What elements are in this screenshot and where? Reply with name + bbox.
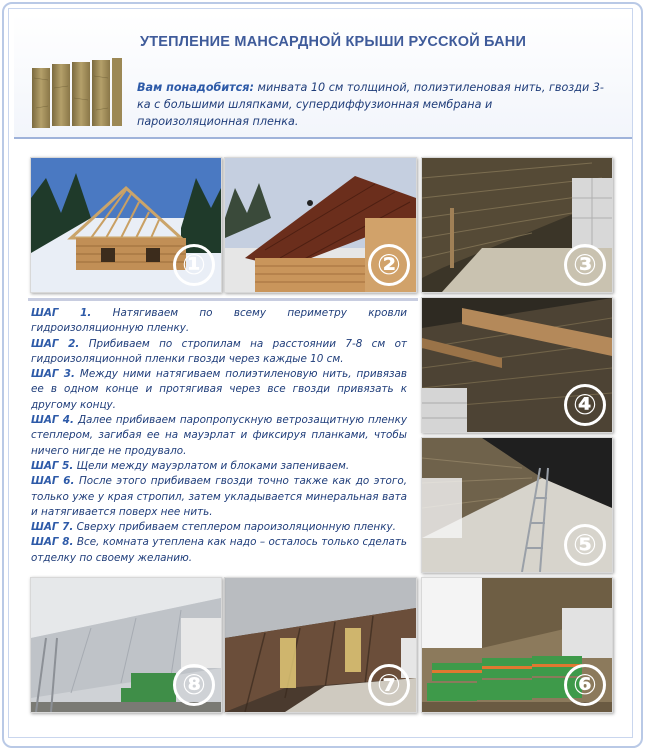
step-3: ШАГ 3. Между ними натягиваем полиэтиленовую нить, привязав ее в одном конце и протягивая через все гвозди привязать к другому концу. [31, 368, 407, 411]
materials-intro [137, 79, 607, 130]
step-number-7: ⑦ [368, 664, 410, 706]
materials-lead: Вам понадобится: [137, 81, 254, 94]
mineral-wool-image [28, 58, 124, 130]
steps-list [31, 306, 407, 566]
step-5: ШАГ 5. Щели между мауэрлатом и блоками запениваем. [31, 459, 350, 472]
photo-step-5 [421, 437, 613, 573]
photo-step-3 [421, 157, 613, 293]
step-number-8: ⑧ [173, 664, 215, 706]
photo-step-6 [421, 577, 613, 713]
step-8: ШАГ 8. Все, комната утеплена как надо – осталось только сделать отделку по своему желанию. [31, 536, 407, 564]
step-4: ШАГ 4. Далее прибиваем паропропускную ветрозащитную пленку степлером, загибая ее на мауэрлат и фиксируя планками, чтобы ничего нигде не продувало. [31, 414, 407, 457]
step-7: ШАГ 7. Сверху прибиваем степлером пароизоляционную пленку. [31, 521, 396, 534]
page-title: УТЕПЛЕНИЕ МАНСАРДНОЙ КРЫШИ РУССКОЙ БАНИ [140, 34, 527, 50]
step-6: ШАГ 6. После этого прибиваем гвозди точно также как до этого, только уже у края стропил, затем укладывается минеральная вата и натягивается поверх нее нить. [31, 475, 407, 518]
materials-text: минвата 10 см толщиной, полиэтиленовая нить, гвозди 3-ка с большими шляпками, супердиффузионная мембрана и пароизоляционная пленка. [137, 81, 604, 128]
photo-step-1 [30, 157, 222, 293]
photo-step-4 [421, 297, 613, 433]
step-number-3: ③ [564, 244, 606, 286]
photo-step-7 [224, 577, 417, 713]
step-2: ШАГ 2. Прибиваем по стропилам на расстоянии 7-8 см от гидроизоляционной пленки гвозди через каждые 10 см. [31, 337, 407, 365]
step-number-4: ④ [564, 384, 606, 426]
step-number-6: ⑥ [564, 664, 606, 706]
header-divider [14, 137, 632, 139]
step-number-5: ⑤ [564, 524, 606, 566]
step-number-1: ① [173, 244, 215, 286]
photo-step-8 [30, 577, 222, 713]
step-1: ШАГ 1. Натягиваем по всему периметру кровли гидроизоляционную пленку. [31, 307, 407, 335]
photo-step-2 [224, 157, 417, 293]
step-number-2: ② [368, 244, 410, 286]
